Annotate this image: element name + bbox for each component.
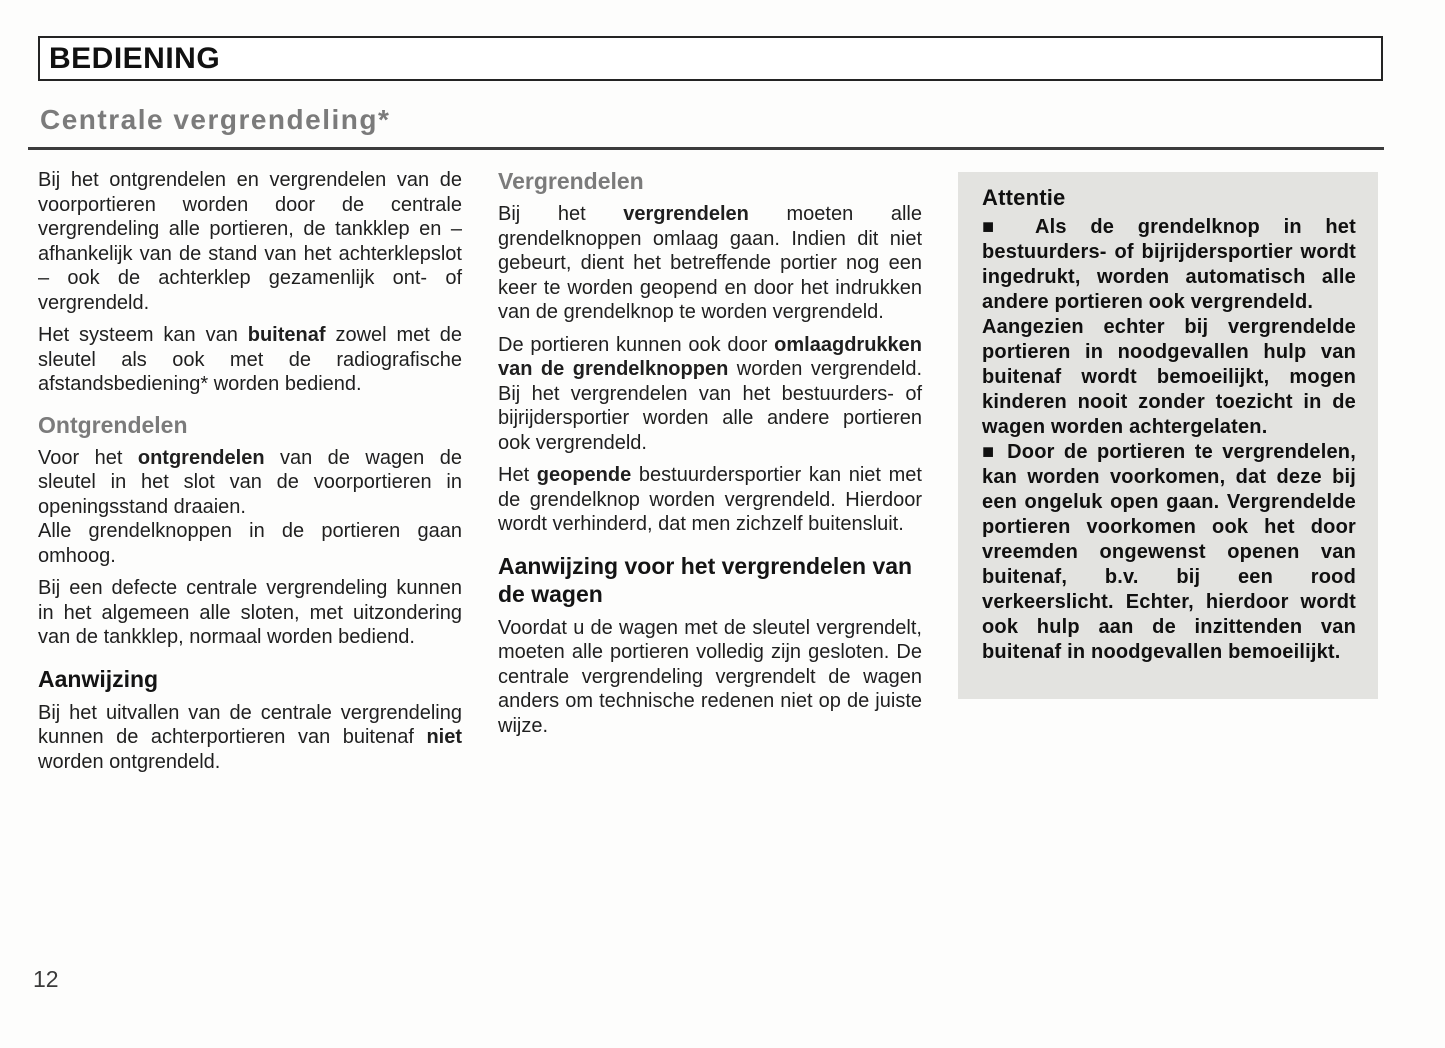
vergrendelen-paragraph: Bij het vergrendelen moeten alle grendelknoppen omlaag gaan. Indien dit niet gebeurt, dient het betreffende portier nog een keer te worden geopend en door het indrukken van de grendelknop te worden vergrendeld. bbox=[498, 203, 922, 323]
omlaagdrukken-paragraph: De portieren kunnen ook door omlaagdrukken van de grendelknoppen worden vergrendeld. Bij het vergrendelen van het bestuurders- of bijrijdersportier worden alle andere portieren ook vergrendeld. bbox=[498, 333, 922, 454]
ontgrendelen-paragraph: Voor het ontgrendelen van de wagen de sleutel in het slot van de voorportieren in openingsstand draaien. bbox=[38, 446, 463, 518]
geopende-paragraph: Het geopende bestuurdersportier kan niet met de grendelknop worden vergrendeld. Hierdoor wordt verhinderd, dat men zichzelf buitensluit. bbox=[498, 464, 922, 535]
ontgrendelen-heading: Ontgrendelen bbox=[38, 411, 188, 438]
page-number: 12 bbox=[33, 966, 59, 992]
column-middle bbox=[498, 168, 922, 738]
chapter-header-banner bbox=[38, 36, 1383, 81]
column-left bbox=[38, 168, 462, 774]
defecte-paragraph: Bij een defecte centrale vergrendeling kunnen in het algemeen alle sloten, met uitzondering van de tankklep, normaal worden bediend. bbox=[38, 577, 462, 648]
notice-bullet-2: ■ Door de portieren te vergrendelen, kan worden voorkomen, dat deze bij een ongeluk open gaan. Vergrendelde portieren voorkomen ook het door vreemden ongewenst openen van buitenaf, b.v. bij een rood verkeerslicht. Echter, hierdoor wordt ook hulp aan de inzittenden van buitenaf in noodgevallen bemoeilijkt. bbox=[982, 441, 1356, 663]
attention-notice-box bbox=[958, 172, 1378, 699]
aanwijzing-paragraph: Bij het uitvallen van de centrale vergrendeling kunnen de achterportieren van buitenaf niet worden ontgrendeld. bbox=[38, 701, 462, 773]
page-title: Centrale vergrendeling* bbox=[40, 104, 391, 135]
aanwijzing-heading: Aanwijzing bbox=[38, 665, 159, 692]
content-columns bbox=[38, 168, 1383, 774]
chapter-title: BEDIENING bbox=[49, 41, 221, 75]
notice-bullet-1: ■ Als de grendelknop in het bestuurders- of bijrijdersportier wordt ingedrukt, worden automatisch alle andere portieren ook vergrendeld. bbox=[982, 216, 1356, 313]
aanwijzing-vergrendelen-heading: Aanwijzing voor het vergrendelen van de wagen bbox=[498, 552, 913, 607]
system-paragraph: Het systeem kan van buitenaf zowel met de sleutel als ook met de radiografische afstandsbediening* worden bediend. bbox=[38, 324, 462, 395]
notice-kinderen-paragraph: Aangezien echter bij vergrendelde portieren in noodgevallen hulp van buitenaf wordt bemoeilijkt, mogen kinderen nooit zonder toezicht in de wagen worden achtergelaten. bbox=[982, 316, 1356, 438]
grendelknoppen-paragraph: Alle grendelknoppen in de portieren gaan omhoog. bbox=[38, 520, 462, 567]
intro-paragraph: Bij het ontgrendelen en vergrendelen van de voorportieren worden door de centrale vergrendeling alle portieren, de tankklep en – afhankelijk van de stand van het achterklepslot – ook de achterklep gezamenlijk ont- of vergrendeld. bbox=[38, 169, 462, 314]
sleutel-paragraph: Voordat u de wagen met de sleutel vergrendelt, moeten alle portieren volledig zijn gesloten. De centrale vergrendeling vergrendelt de wagen anders om technische redenen niet op de juiste wijze. bbox=[498, 616, 922, 737]
notice-heading: Attentie bbox=[982, 185, 1066, 210]
vergrendelen-heading: Vergrendelen bbox=[498, 168, 644, 194]
title-divider bbox=[28, 147, 1384, 150]
